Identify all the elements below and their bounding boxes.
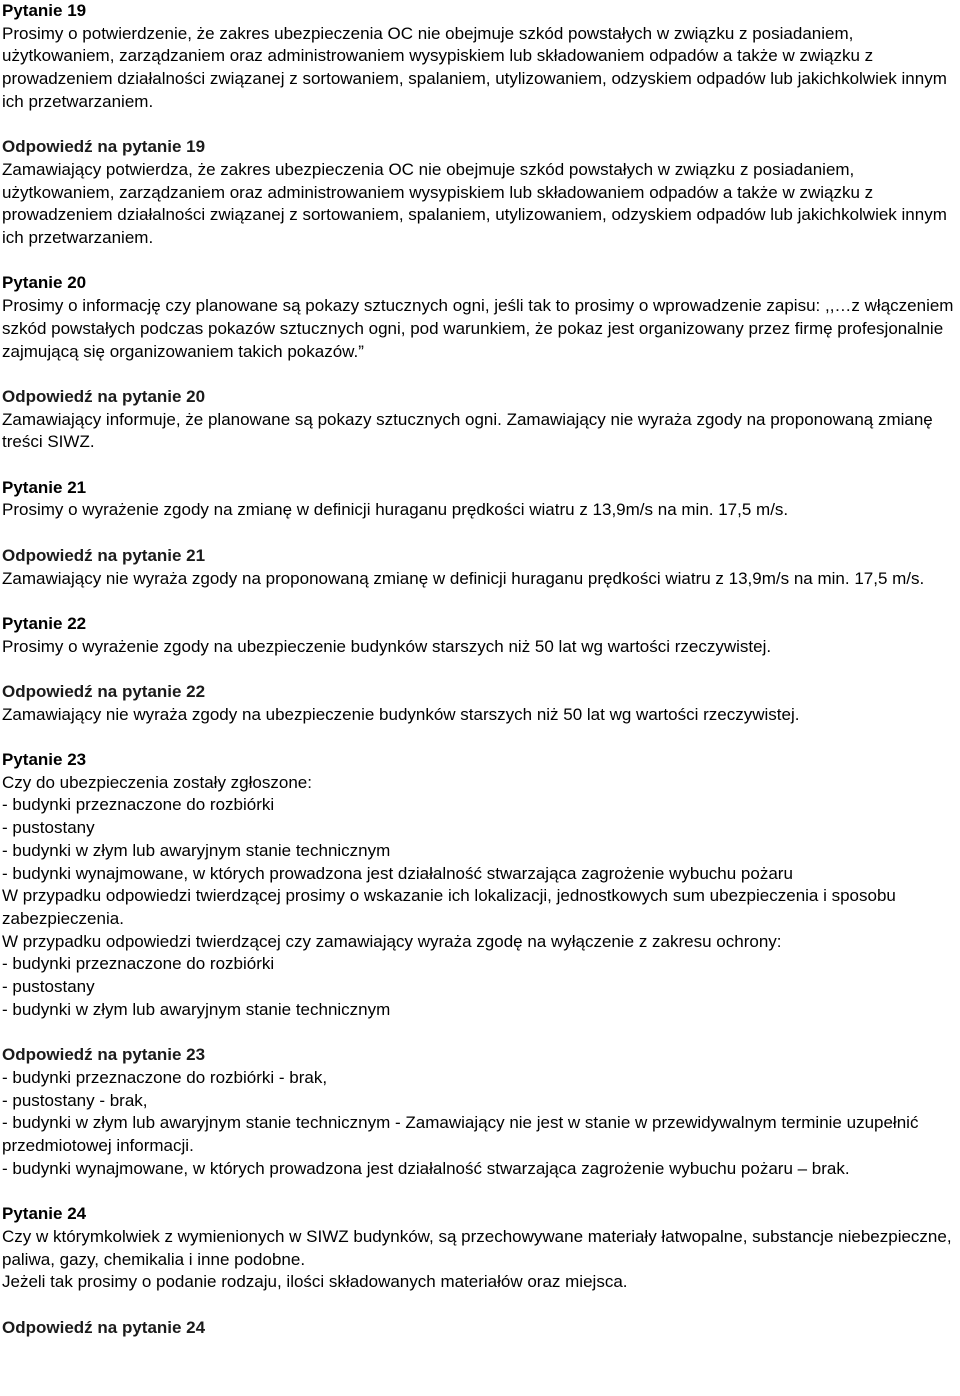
question-heading: Pytanie 23 — [2, 750, 87, 770]
question-heading: Pytanie 24 — [2, 1204, 87, 1224]
question-24 — [2, 1203, 958, 1294]
list-item: - budynki przeznaczone do rozbiórki — [2, 795, 275, 815]
answer-22 — [2, 681, 958, 726]
answer-23 — [2, 1044, 958, 1180]
question-21 — [2, 477, 958, 522]
answer-heading: Odpowiedź na pytanie 24 — [2, 1317, 206, 1337]
question-heading: Pytanie 19 — [2, 1, 87, 20]
question-20 — [2, 272, 958, 363]
list-item: - budynki w złym lub awaryjnym stanie technicznym — [2, 999, 391, 1019]
answer-text: Zamawiający nie wyraża zgody na proponowaną zmianę w definicji huraganu prędkości wiatru z 13,9m/s na min. 17,5 m/s. — [2, 568, 925, 588]
question-text: Czy do ubezpieczenia zostały zgłoszone: — [2, 772, 312, 792]
question-text: Prosimy o wyrażenie zgody na ubezpieczenie budynków starszych niż 50 lat wg wartości rzeczywistej. — [2, 636, 772, 656]
answer-24 — [2, 1317, 958, 1340]
list-item: - pustostany — [2, 818, 95, 838]
question-text: Czy w którymkolwiek z wymienionych w SIWZ budynków, są przechowywane materiały łatwopalne, substancje niebezpieczne, paliwa, gazy, chemikalia i inne podobne. — [2, 1226, 952, 1269]
answer-text: Zamawiający informuje, że planowane są pokazy sztucznych ogni. Zamawiający nie wyraża zgody na proponowaną zmianę treści SIWZ. — [2, 409, 933, 452]
question-22 — [2, 613, 958, 658]
question-heading: Pytanie 20 — [2, 273, 87, 293]
list-item: - pustostany — [2, 977, 95, 997]
question-text: Prosimy o informację czy planowane są pokazy sztucznych ogni, jeśli tak to prosimy o wprowadzenie zapisu: ,,…z włączeniem szkód powstałych podczas pokazów sztucznych ogni, pod warunkiem, że pokaz jest organizowany przez firmę profesjonalnie zajmującą się organizowaniem takich pokazów.” — [2, 296, 954, 361]
question-heading: Pytanie 22 — [2, 613, 87, 633]
list-item: - budynki w złym lub awaryjnym stanie technicznym - Zamawiający nie jest w stanie w przewidywalnym terminie uzupełnić przedmiotowej informacji. — [2, 1113, 919, 1156]
answer-21 — [2, 545, 958, 590]
question-text: Prosimy o potwierdzenie, że zakres ubezpieczenia OC nie obejmuje szkód powstałych w związku z posiadaniem, użytkowaniem, zarządzaniem oraz administrowaniem wysypiskiem lub składowaniem odpadów a także w związku z prowadzeniem działalności związanej z sortowaniem, spalaniem, utylizowaniem, odzyskiem odpadów lub jakichkolwiek innym ich przetwarzaniem. — [2, 23, 947, 111]
question-text: Jeżeli tak prosimy o podanie rodzaju, ilości składowanych materiałów oraz miejsca. — [2, 1272, 628, 1292]
answer-text: Zamawiający nie wyraża zgody na ubezpieczenie budynków starszych niż 50 lat wg wartości rzeczywistej. — [2, 704, 800, 724]
list-item: - pustostany - brak, — [2, 1090, 148, 1110]
answer-heading: Odpowiedź na pytanie 20 — [2, 386, 206, 406]
answer-heading: Odpowiedź na pytanie 21 — [2, 545, 206, 565]
list-item: - budynki wynajmowane, w których prowadzona jest działalność stwarzająca zagrożenie wybuchu pożaru — [2, 863, 793, 883]
answer-19 — [2, 136, 958, 250]
answer-heading: Odpowiedź na pytanie 19 — [2, 137, 206, 157]
answer-heading: Odpowiedź na pytanie 23 — [2, 1045, 206, 1065]
list-item: - budynki w złym lub awaryjnym stanie technicznym — [2, 840, 391, 860]
question-23 — [2, 749, 958, 1021]
answer-text: Zamawiający potwierdza, że zakres ubezpieczenia OC nie obejmuje szkód powstałych w związku z posiadaniem, użytkowaniem, zarządzaniem oraz administrowaniem wysypiskiem lub składowaniem odpadów a także w związku z prowadzeniem działalności związanej z sortowaniem, spalaniem, utylizowaniem, odzyskiem odpadów lub jakichkolwiek innym ich przetwarzaniem. — [2, 159, 947, 248]
answer-heading: Odpowiedź na pytanie 22 — [2, 681, 206, 701]
question-19 — [2, 0, 958, 114]
document-page — [2, 0, 958, 1339]
list-item: - budynki wynajmowane, w których prowadzona jest działalność stwarzająca zagrożenie wybuchu pożaru – brak. — [2, 1158, 850, 1178]
question-heading: Pytanie 21 — [2, 477, 87, 497]
list-item: - budynki przeznaczone do rozbiórki — [2, 954, 275, 974]
answer-20 — [2, 386, 958, 454]
question-text: Prosimy o wyrażenie zgody na zmianę w definicji huraganu prędkości wiatru z 13,9m/s na min. 17,5 m/s. — [2, 500, 789, 520]
question-text: W przypadku odpowiedzi twierdzącej czy zamawiający wyraża zgodę na wyłączenie z zakresu ochrony: — [2, 931, 782, 951]
question-text: W przypadku odpowiedzi twierdzącej prosimy o wskazanie ich lokalizacji, jednostkowych sum ubezpieczenia i sposobu zabezpieczenia. — [2, 886, 896, 928]
list-item: - budynki przeznaczone do rozbiórki - brak, — [2, 1067, 328, 1087]
